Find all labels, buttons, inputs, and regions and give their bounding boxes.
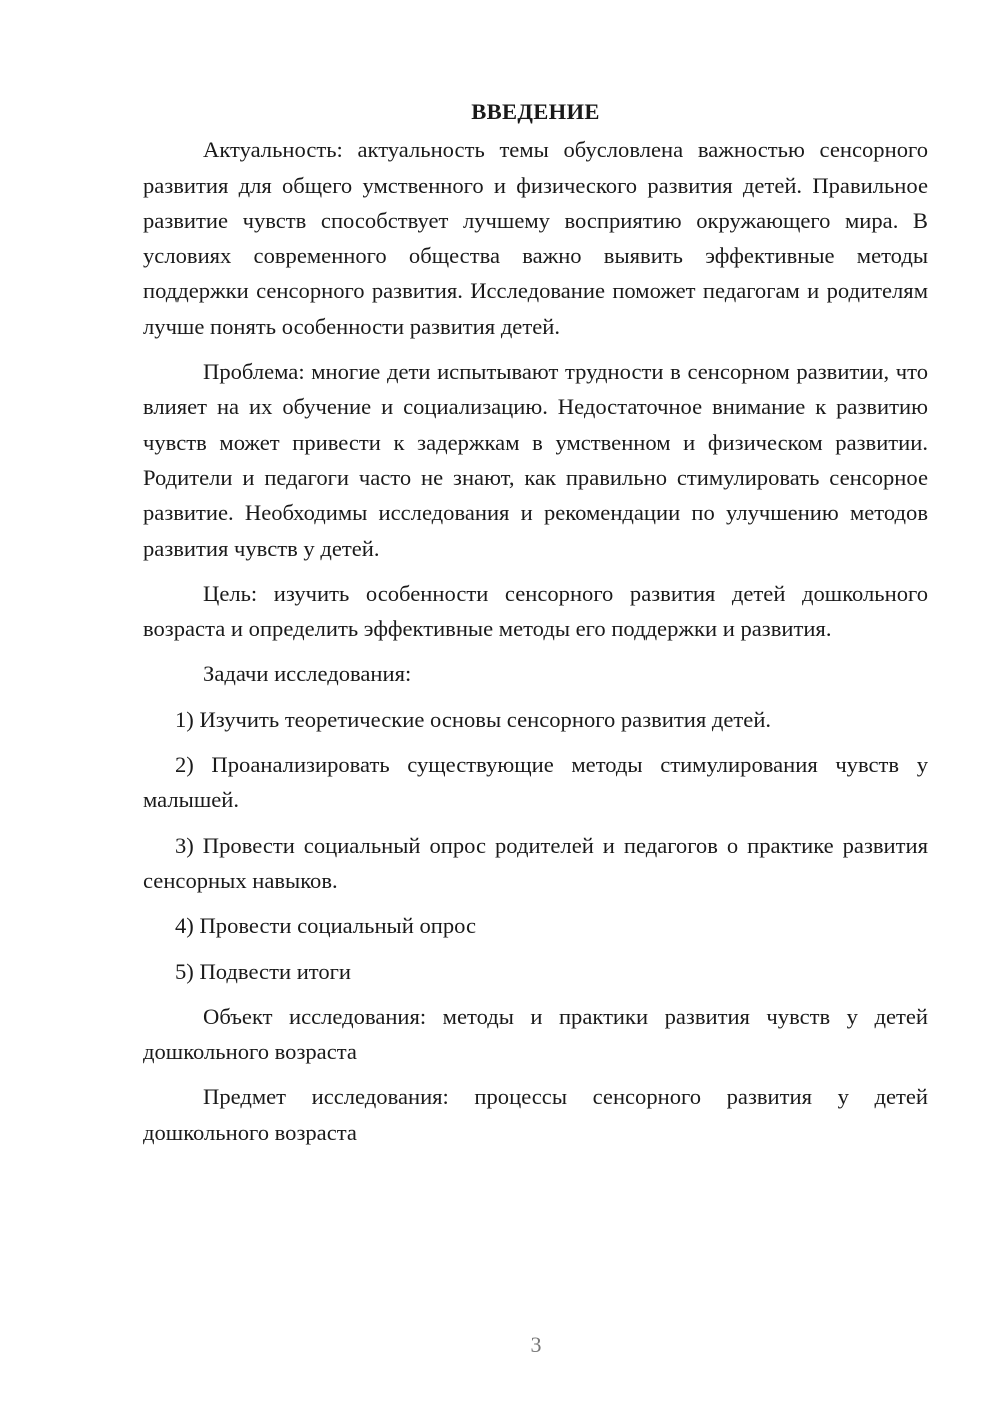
document-body [143,94,928,1160]
task-item-1: 1) Изучить теоретические основы сенсорного развития детей. [175,706,772,732]
tasks-heading: Задачи исследования: [203,661,412,687]
page-title: ВВЕДЕНИЕ [471,99,600,124]
relevance-paragraph: Актуальность: актуальность темы обусловлена важностью сенсорного развития для общего умственного и физического развития детей. Правильное развитие чувств способствует лучшему восприятию окружающего мира. В условиях современного общества важно выявить эффективные методы поддержки сенсорного развития. Исследование поможет педагогам и родителям лучше понять особенности развития детей. [143,137,928,339]
subject-paragraph: Предмет исследования: процессы сенсорного развития у детей дошкольного возраста [143,1084,928,1145]
object-paragraph: Объект исследования: методы и практики развития чувств у детей дошкольного возраста [143,1003,928,1065]
task-item-3: 3) Провести социальный опрос родителей и педагогов о практике развития сенсорных навыков. [143,832,928,893]
goal-paragraph: Цель: изучить особенности сенсорного развития детей дошкольного возраста и определить эффективные методы его поддержки и развития. [143,580,928,642]
page-number: 3 [530,1332,542,1357]
task-item-4: 4) Провести социальный опрос [175,913,477,939]
problem-paragraph: Проблема: многие дети испытывают трудности в сенсорном развитии, что влияет на их обучение и социализацию. Недостаточное внимание к развитию чувств может привести к задержкам в умственном и физическом развитии. Родители и педагоги часто не знают, как правильно стимулировать сенсорное развитие. Необходимы исследования и рекомендации по улучшению методов развития чувств у детей. [143,359,928,561]
task-item-5: 5) Подвести итоги [175,958,352,984]
task-item-2: 2) Проанализировать существующие методы стимулирования чувств у малышей. [143,752,928,813]
